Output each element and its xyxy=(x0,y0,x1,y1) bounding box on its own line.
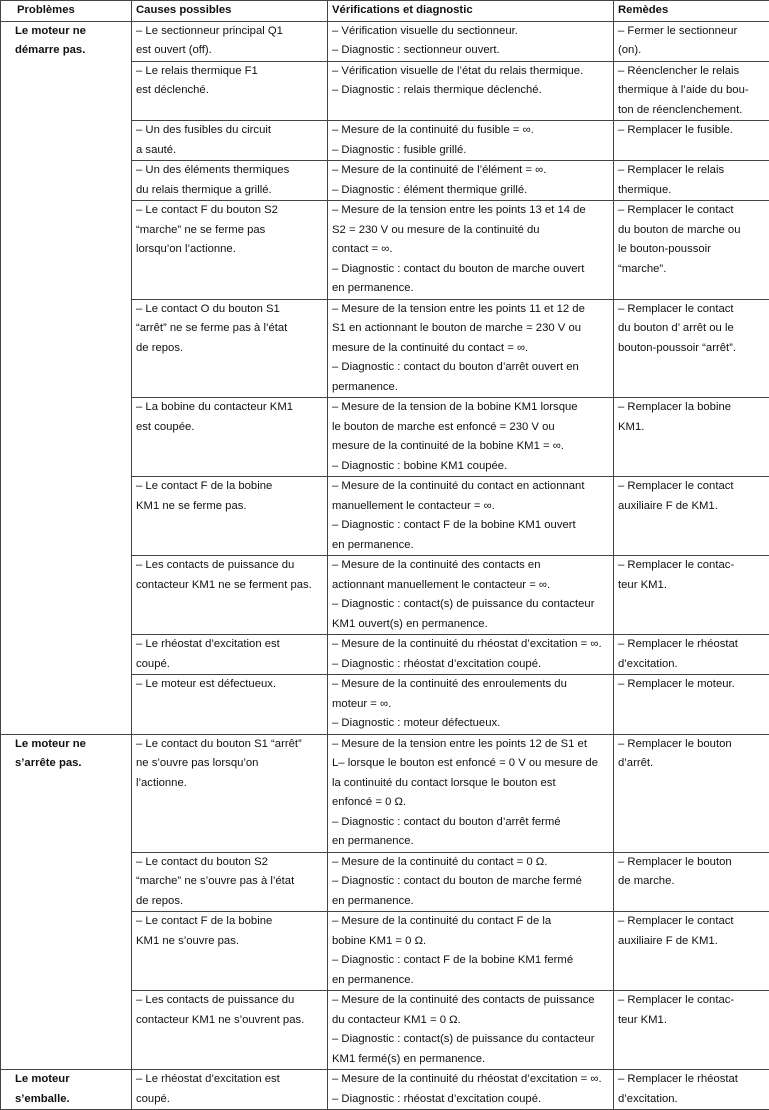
cause-cell-line: ne s’ouvre pas lorsqu’on xyxy=(136,754,323,774)
cause-cell xyxy=(132,852,328,912)
problem-cell xyxy=(1,21,132,734)
remedy-cell-line: d’excitation. xyxy=(618,655,765,675)
verification-cell-line: – Mesure de la tension entre les points 12 de S1 et xyxy=(332,735,609,755)
remedy-cell-line: – Remplacer le contact xyxy=(618,300,765,320)
verification-cell-line: contact = ∞. xyxy=(332,240,609,260)
verification-cell xyxy=(328,61,614,121)
remedy-cell xyxy=(614,398,769,477)
problem-cell-line: s’arrête pas. xyxy=(15,754,127,774)
problem-cell-line: Le moteur ne xyxy=(15,22,127,42)
problem-cell-line: s’emballe. xyxy=(15,1090,127,1110)
remedy-cell-line: – Remplacer le contact xyxy=(618,477,765,497)
verification-cell-line: – Vérification visuelle de l’état du relais thermique. xyxy=(332,62,609,82)
verification-cell xyxy=(328,991,614,1070)
verification-cell-line: – Diagnostic : moteur défectueux. xyxy=(332,714,609,734)
cause-cell-line: “arrêt” ne se ferme pas à l’état xyxy=(136,319,323,339)
verification-cell-line: – Diagnostic : rhéostat d’excitation coupé. xyxy=(332,1090,609,1110)
remedy-cell-line: – Remplacer le contact xyxy=(618,912,765,932)
verification-cell-line: – Mesure de la continuité des contacts en xyxy=(332,556,609,576)
cause-cell-line: – Les contacts de puissance du xyxy=(136,991,323,1011)
remedy-cell-line: teur KM1. xyxy=(618,1011,765,1031)
remedy-cell xyxy=(614,1070,769,1110)
verification-cell-line: – Mesure de la continuité du fusible = ∞. xyxy=(332,121,609,141)
verification-cell-line: – Diagnostic : fusible grillé. xyxy=(332,141,609,161)
header-remedies: Remèdes xyxy=(614,1,769,22)
header-causes: Causes possibles xyxy=(132,1,328,22)
remedy-cell xyxy=(614,201,769,300)
verification-cell-line: – Diagnostic : contact(s) de puissance du contacteur xyxy=(332,1030,609,1050)
verification-cell-line: L– lorsque le bouton est enfoncé = 0 V ou mesure de xyxy=(332,754,609,774)
cause-cell xyxy=(132,398,328,477)
remedy-cell xyxy=(614,635,769,675)
remedy-cell-line: du bouton d’ arrêt ou le xyxy=(618,319,765,339)
cause-cell-line: – Le rhéostat d’excitation est xyxy=(136,1070,323,1090)
verification-cell-line: – Diagnostic : rhéostat d’excitation coupé. xyxy=(332,655,609,675)
verification-cell-line: – Mesure de la continuité du contact = 0 Ω. xyxy=(332,853,609,873)
cause-cell-line: est coupée. xyxy=(136,418,323,438)
verification-cell xyxy=(328,556,614,635)
remedy-cell-line: du bouton de marche ou xyxy=(618,221,765,241)
remedy-cell-line: – Remplacer le relais xyxy=(618,161,765,181)
remedy-cell xyxy=(614,121,769,161)
verification-cell-line: permanence. xyxy=(332,378,609,398)
remedy-cell-line: bouton-poussoir “arrêt”. xyxy=(618,339,765,359)
cause-cell xyxy=(132,161,328,201)
problem-cell xyxy=(1,734,132,1070)
remedy-cell-line: auxiliaire F de KM1. xyxy=(618,497,765,517)
verification-cell-line: – Mesure de la continuité des enroulements du xyxy=(332,675,609,695)
remedy-cell-line: – Remplacer le contact xyxy=(618,201,765,221)
remedy-cell-line: teur KM1. xyxy=(618,576,765,596)
verification-cell xyxy=(328,912,614,991)
remedy-cell xyxy=(614,299,769,398)
problem-cell-line: Le moteur xyxy=(15,1070,127,1090)
verification-cell-line: enfoncé = 0 Ω. xyxy=(332,793,609,813)
cause-cell xyxy=(132,201,328,300)
verification-cell-line: le bouton de marche est enfoncé = 230 V ou xyxy=(332,418,609,438)
cause-cell xyxy=(132,734,328,852)
problem-cell-line: démarre pas. xyxy=(15,41,127,61)
verification-cell-line: – Mesure de la continuité du rhéostat d’excitation = ∞. xyxy=(332,635,609,655)
remedy-cell-line: d’arrêt. xyxy=(618,754,765,774)
cause-cell-line: KM1 ne s’ouvre pas. xyxy=(136,932,323,952)
cause-cell-line: – Un des éléments thermiques xyxy=(136,161,323,181)
verification-cell xyxy=(328,201,614,300)
cause-cell xyxy=(132,635,328,675)
verification-cell-line: – Diagnostic : contact du bouton de marche ouvert xyxy=(332,260,609,280)
verification-cell-line: la continuité du contact lorsque le bouton est xyxy=(332,774,609,794)
header-verifications: Vérifications et diagnostic xyxy=(328,1,614,22)
cause-cell xyxy=(132,21,328,61)
verification-cell-line: moteur = ∞. xyxy=(332,695,609,715)
verification-cell xyxy=(328,161,614,201)
cause-cell xyxy=(132,1070,328,1110)
remedy-cell-line: d’excitation. xyxy=(618,1090,765,1110)
cause-cell-line: de repos. xyxy=(136,339,323,359)
cause-cell-line: – Le contact F de la bobine xyxy=(136,477,323,497)
cause-cell-line: contacteur KM1 ne se ferment pas. xyxy=(136,576,323,596)
cause-cell xyxy=(132,299,328,398)
remedy-cell-line: – Remplacer le rhéostat xyxy=(618,1070,765,1090)
remedy-cell-line: ton de réenclenchement. xyxy=(618,101,765,121)
remedy-cell-line: le bouton-poussoir xyxy=(618,240,765,260)
remedy-cell xyxy=(614,556,769,635)
cause-cell-line: – Le rhéostat d’excitation est xyxy=(136,635,323,655)
cause-cell xyxy=(132,61,328,121)
verification-cell-line: – Vérification visuelle du sectionneur. xyxy=(332,22,609,42)
cause-cell-line: “marche” ne s’ouvre pas à l’état xyxy=(136,872,323,892)
cause-cell-line: – Le contact du bouton S2 xyxy=(136,853,323,873)
header-problems: Problèmes xyxy=(1,1,132,22)
table-body xyxy=(1,21,769,1110)
verification-cell-line: – Mesure de la continuité du contact F de la xyxy=(332,912,609,932)
table-row xyxy=(1,21,769,61)
table-row xyxy=(1,734,769,852)
cause-cell-line: est déclenché. xyxy=(136,81,323,101)
cause-cell xyxy=(132,912,328,991)
remedy-cell-line: – Remplacer la bobine xyxy=(618,398,765,418)
verification-cell-line: – Diagnostic : contact F de la bobine KM1 ouvert xyxy=(332,516,609,536)
cause-cell-line: KM1 ne se ferme pas. xyxy=(136,497,323,517)
verification-cell-line: – Mesure de la continuité des contacts de puissance xyxy=(332,991,609,1011)
remedy-cell-line: – Remplacer le contac- xyxy=(618,556,765,576)
remedy-cell-line: auxiliaire F de KM1. xyxy=(618,932,765,952)
verification-cell-line: bobine KM1 = 0 Ω. xyxy=(332,932,609,952)
table-row xyxy=(1,1070,769,1110)
remedy-cell xyxy=(614,734,769,852)
verification-cell-line: S2 = 230 V ou mesure de la continuité du xyxy=(332,221,609,241)
cause-cell xyxy=(132,477,328,556)
verification-cell-line: – Diagnostic : contact du bouton de marche fermé xyxy=(332,872,609,892)
verification-cell xyxy=(328,675,614,735)
remedy-cell xyxy=(614,912,769,991)
cause-cell-line: du relais thermique a grillé. xyxy=(136,181,323,201)
remedy-cell xyxy=(614,21,769,61)
verification-cell-line: en permanence. xyxy=(332,536,609,556)
remedy-cell-line: thermique à l’aide du bou- xyxy=(618,81,765,101)
remedy-cell-line: – Remplacer le contac- xyxy=(618,991,765,1011)
cause-cell-line: – Le relais thermique F1 xyxy=(136,62,323,82)
verification-cell-line: mesure de la continuité du contact = ∞. xyxy=(332,339,609,359)
remedy-cell-line: – Remplacer le bouton xyxy=(618,735,765,755)
remedy-cell-line: – Remplacer le moteur. xyxy=(618,675,765,695)
remedy-cell-line: – Remplacer le bouton xyxy=(618,853,765,873)
verification-cell-line: actionnant manuellement le contacteur = ∞. xyxy=(332,576,609,596)
verification-cell-line: KM1 fermé(s) en permanence. xyxy=(332,1050,609,1070)
cause-cell-line: lorsqu’on l’actionne. xyxy=(136,240,323,260)
cause-cell xyxy=(132,991,328,1070)
verification-cell-line: en permanence. xyxy=(332,971,609,991)
verification-cell-line: – Diagnostic : sectionneur ouvert. xyxy=(332,41,609,61)
remedy-cell-line: – Remplacer le rhéostat xyxy=(618,635,765,655)
verification-cell xyxy=(328,734,614,852)
verification-cell xyxy=(328,121,614,161)
cause-cell xyxy=(132,675,328,735)
remedy-cell xyxy=(614,161,769,201)
cause-cell-line: coupé. xyxy=(136,1090,323,1110)
remedy-cell-line: – Remplacer le fusible. xyxy=(618,121,765,141)
cause-cell-line: a sauté. xyxy=(136,141,323,161)
cause-cell-line: coupé. xyxy=(136,655,323,675)
remedy-cell-line: de marche. xyxy=(618,872,765,892)
remedy-cell-line: KM1. xyxy=(618,418,765,438)
verification-cell-line: S1 en actionnant le bouton de marche = 230 V ou xyxy=(332,319,609,339)
cause-cell-line: – Le contact F de la bobine xyxy=(136,912,323,932)
verification-cell xyxy=(328,477,614,556)
verification-cell-line: – Diagnostic : élément thermique grillé. xyxy=(332,181,609,201)
problem-cell-line: Le moteur ne xyxy=(15,735,127,755)
cause-cell-line: – Les contacts de puissance du xyxy=(136,556,323,576)
verification-cell-line: – Mesure de la tension entre les points 11 et 12 de xyxy=(332,300,609,320)
cause-cell xyxy=(132,556,328,635)
verification-cell-line: – Diagnostic : relais thermique déclenché. xyxy=(332,81,609,101)
verification-cell-line: – Mesure de la continuité du rhéostat d’excitation = ∞. xyxy=(332,1070,609,1090)
cause-cell-line: – Le sectionneur principal Q1 xyxy=(136,22,323,42)
remedy-cell xyxy=(614,675,769,735)
cause-cell-line: – La bobine du contacteur KM1 xyxy=(136,398,323,418)
verification-cell-line: – Mesure de la continuité de l’élément = ∞. xyxy=(332,161,609,181)
cause-cell-line: – Le contact du bouton S1 “arrêt” xyxy=(136,735,323,755)
verification-cell xyxy=(328,398,614,477)
remedy-cell xyxy=(614,852,769,912)
verification-cell-line: en permanence. xyxy=(332,279,609,299)
cause-cell-line: – Le contact O du bouton S1 xyxy=(136,300,323,320)
verification-cell-line: mesure de la continuité de la bobine KM1 = ∞. xyxy=(332,437,609,457)
remedy-cell-line: (on). xyxy=(618,41,765,61)
table-header-row xyxy=(1,1,769,22)
verification-cell-line: en permanence. xyxy=(332,892,609,912)
verification-cell-line: – Diagnostic : contact(s) de puissance du contacteur xyxy=(332,595,609,615)
verification-cell-line: – Mesure de la tension de la bobine KM1 lorsque xyxy=(332,398,609,418)
problem-cell xyxy=(1,1070,132,1110)
remedy-cell-line: – Réenclencher le relais xyxy=(618,62,765,82)
verification-cell-line: – Mesure de la continuité du contact en actionnant xyxy=(332,477,609,497)
verification-cell-line: – Mesure de la tension entre les points 13 et 14 de xyxy=(332,201,609,221)
remedy-cell xyxy=(614,61,769,121)
verification-cell-line: KM1 ouvert(s) en permanence. xyxy=(332,615,609,635)
cause-cell-line: est ouvert (off). xyxy=(136,41,323,61)
verification-cell-line: manuellement le contacteur = ∞. xyxy=(332,497,609,517)
cause-cell-line: de repos. xyxy=(136,892,323,912)
cause-cell-line: l’actionne. xyxy=(136,774,323,794)
cause-cell-line: – Un des fusibles du circuit xyxy=(136,121,323,141)
verification-cell-line: – Diagnostic : contact F de la bobine KM1 fermé xyxy=(332,951,609,971)
verification-cell xyxy=(328,21,614,61)
verification-cell xyxy=(328,852,614,912)
verification-cell-line: – Diagnostic : contact du bouton d’arrêt fermé xyxy=(332,813,609,833)
remedy-cell xyxy=(614,477,769,556)
verification-cell xyxy=(328,1070,614,1110)
remedy-cell xyxy=(614,991,769,1070)
verification-cell-line: en permanence. xyxy=(332,832,609,852)
cause-cell xyxy=(132,121,328,161)
cause-cell-line: “marche” ne se ferme pas xyxy=(136,221,323,241)
verification-cell xyxy=(328,299,614,398)
verification-cell xyxy=(328,635,614,675)
remedy-cell-line: – Fermer le sectionneur xyxy=(618,22,765,42)
remedy-cell-line: “marche”. xyxy=(618,260,765,280)
cause-cell-line: – Le contact F du bouton S2 xyxy=(136,201,323,221)
cause-cell-line: – Le moteur est défectueux. xyxy=(136,675,323,695)
verification-cell-line: – Diagnostic : bobine KM1 coupée. xyxy=(332,457,609,477)
verification-cell-line: – Diagnostic : contact du bouton d’arrêt ouvert en xyxy=(332,358,609,378)
remedy-cell-line: thermique. xyxy=(618,181,765,201)
verification-cell-line: du contacteur KM1 = 0 Ω. xyxy=(332,1011,609,1031)
cause-cell-line: contacteur KM1 ne s’ouvrent pas. xyxy=(136,1011,323,1031)
